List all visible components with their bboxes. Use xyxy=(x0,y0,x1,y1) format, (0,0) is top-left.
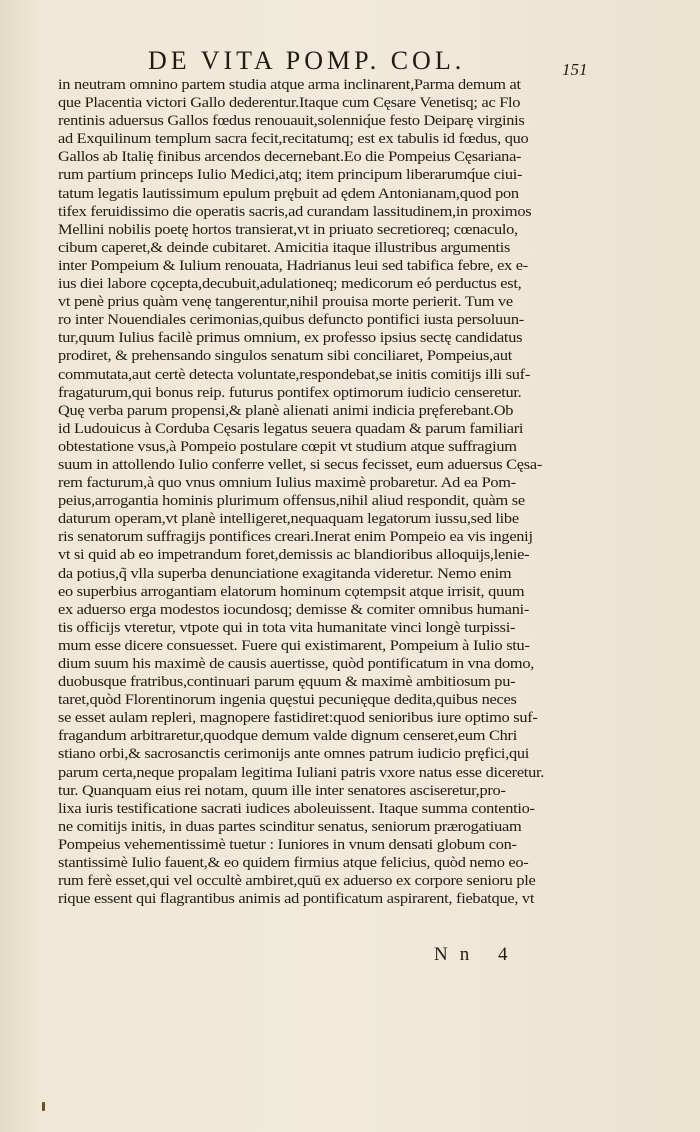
text-line: taret,quòd Florentinorum ingenia quęstui pecunięque dedita,quibus neces xyxy=(58,692,517,709)
text-line: mum esse dicere consuesset. Fuere qui existimarent, Pompeium à Iulio stu- xyxy=(58,637,530,654)
margin-ink-mark xyxy=(42,1102,45,1111)
body-text xyxy=(58,76,570,908)
text-line: obtestatione vsus,à Pompeio postulare cœpit vt studium atque suffragium xyxy=(58,438,517,455)
text-line: suum in attollendo Iulio conferre vellet, si secus fecisset, eum aduersus Cęsa- xyxy=(58,456,542,473)
text-line: rentinis aduersus Gallos fœdus renouauit,solenniq́ue festo Deiparę virginis xyxy=(58,113,525,130)
page-number: 151 xyxy=(562,60,588,79)
text-line: parum certa,neque propalam legitima Iuliani patris vxore natus esse diceretur. xyxy=(58,764,545,781)
text-line: peius,arrogantia hominis plurimum offensus,nihil aliud respondit, quàm se xyxy=(58,493,525,510)
text-line: fragandum arbitraretur,quodque demum valde dignum censeret,eum Chri xyxy=(58,728,517,745)
text-line: rum partium princeps Iulio Medici,atq; item principum liberarumq́ue ciui- xyxy=(58,167,523,184)
text-line: fragaturum,qui bonus reip. futurus pontifex optimorum iudicio censeretur. xyxy=(58,384,522,401)
text-line: ex aduerso erga modestos iocundosq; demisse & comiter omnibus humani- xyxy=(58,601,530,618)
text-line: id Ludouicus à Corduba Cęsaris legatus seuera quadam & parum familiari xyxy=(58,420,524,437)
text-line: duobusque fratribus,continuari parum ęquum & maximè ambitiosum pu- xyxy=(58,674,516,691)
text-line: vt si quid ab eo impetrandum foret,demissis ac blandioribus alloquijs,lenie- xyxy=(58,547,530,564)
text-line: tatum legatis lautissimum epulum prębuit ad ędem Antonianam,quod pon xyxy=(58,185,519,202)
text-line: ris senatorum suffragijs pontifices creari.Inerat enim Pompeio ea vis ingenij xyxy=(58,529,533,546)
text-line: rique essent qui flagrantibus animis ad pontificatum aspirarent, fiebatque, vt xyxy=(58,891,535,908)
text-line: tur. Quanquam eius rei notam, quum ille inter senatores asciseretur,pro- xyxy=(58,782,506,799)
text-line: stiano orbi,& sacrosanctis cerimonijs ante omnes patrum iudicio pręfici,qui xyxy=(58,746,530,763)
text-line: tifex feruidissimo die operatis sacris,ad curandam lassitudinem,in proximos xyxy=(58,203,532,220)
running-title: DE VITA POMP. COL. xyxy=(148,46,466,75)
text-line: lixa iuris testificatione sacrati iudices aboleuissent. Itaque summa contentio- xyxy=(58,800,535,817)
text-line: Mellini nobilis poetę hortos transierat,vt in priuato secretioreq; cœnaculo, xyxy=(58,221,518,238)
text-line: ro inter Nouendiales cerimonias,quibus defuncto pontifici iusta persoluun- xyxy=(58,312,524,329)
text-line: tur,quum Iulius facilè primus omnium, ex professo ipsius sectę candidatus xyxy=(58,330,523,347)
text-line: in neutram omnino partem studia atque arma inclinarent,Parma demum at xyxy=(58,77,521,93)
text-line: stantissimè Iulio fauent,& eo quidem firmius atque felicius, quòd nemo eo- xyxy=(58,855,529,872)
text-line: da potius,q̃ vlla superba denunciatione exagitanda videretur. Nemo enim xyxy=(58,565,512,582)
text-line: Gallos ab Italię finibus arcendos decernebant.Eo die Pompeius Cęsariana- xyxy=(58,149,522,166)
text-line: vt penè prius quàm venę tangerentur,nihil prouisa morte perierit. Tum ve xyxy=(58,294,513,311)
signature-mark: Nn 4 xyxy=(434,944,520,965)
text-line: ad Exquilinum templum sacra fecit,recitatumq; est ex tabulis id fœdus, quo xyxy=(58,131,529,148)
text-line: tis officijs vteretur, vtpote qui in tota vita humanitate vinci longè turpissi- xyxy=(58,619,516,636)
text-line: inter Pompeium & Iulium renouata, Hadrianus leui sed tabifica febre, ex e- xyxy=(58,257,528,274)
text-line: Quę verba parum propensi,& planè alienati animi indicia pręferebant.Ob xyxy=(58,402,514,419)
text-line: Pompeius vehementissimè tuetur : Iuniores in vnum densati globum con- xyxy=(58,836,517,853)
text-line: commutata,aut certè detecta voluntate,respondebat,se initis comitijs illi suf- xyxy=(58,366,530,383)
text-line: eo superbius arrogantiam elatorum hominum cǫtempsit atque irrisit, quum xyxy=(58,583,525,600)
text-line: ne comitijs initis, in duas partes scinditur senatus, seniorum prærogatiuam xyxy=(58,818,522,835)
text-line: dium suum his maximè de causis auertisse, quòd pontificatum in vna domo, xyxy=(58,656,535,672)
text-line: prodiret, & prehensando singulos senatum sibi conciliaret, Pompeius,aut xyxy=(58,348,513,365)
text-line: ius diei labore cǫcepta,decubuit,adulationeq; medicorum eó perductus est, xyxy=(58,276,522,293)
text-line: que Placentia victori Gallo dederentur.Itaque cum Cęsare Venetisq; ac Flo xyxy=(58,95,521,112)
text-line: daturum operam,vt planè intelligeret,nequaquam legatorum iussu,sed libe xyxy=(58,511,519,528)
text-line: rem facturum,à quo vnus omnium Iulius maximè probaretur. Ad ea Pom- xyxy=(58,475,516,492)
text-line: rum ferè esset,qui vel occultè ambiret,quū ex aduerso ex corpore senioru ple xyxy=(58,873,536,890)
text-line: se esset aulam repleri, magnopere fastidiret:quod senioribus iure optimo suf- xyxy=(58,710,538,727)
text-line: cibum caperet,& deinde cubitaret. Amicitia itaque illustribus argumentis xyxy=(58,239,511,256)
